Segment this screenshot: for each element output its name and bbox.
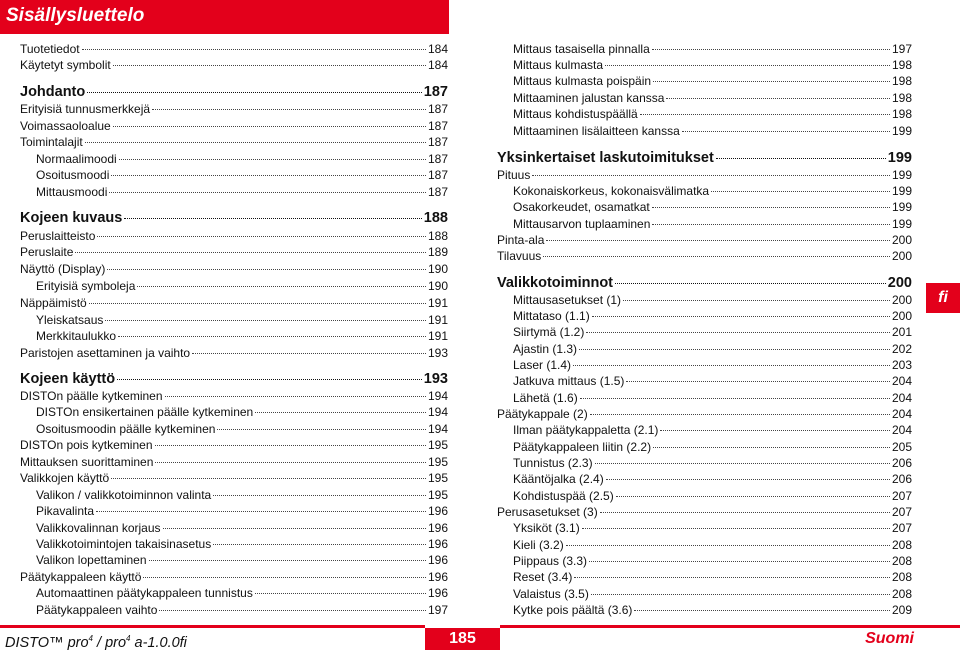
toc-entry-title: Osoitusmoodi [36,168,110,182]
toc-entry-title: Voimassaoloalue [20,119,111,133]
toc-entry-title: Päätykappale (2) [497,407,588,421]
toc-entry[interactable] [20,296,448,311]
toc-entry[interactable] [497,472,912,487]
toc-leader-dots [117,379,422,380]
toc-entry[interactable] [20,471,448,486]
toc-leader-dots [605,65,890,66]
toc-entry-title: DISTOn päälle kytkeminen [20,389,163,403]
toc-entry[interactable] [497,407,912,422]
toc-leader-dots [652,224,890,225]
toc-entry[interactable] [497,249,912,264]
toc-entry[interactable] [20,185,448,200]
toc-left-column [20,0,448,625]
toc-entry-title: Lähetä (1.6) [513,391,578,405]
toc-entry-title: Osakorkeudet, osamatkat [513,200,650,214]
toc-entry[interactable] [20,119,448,134]
toc-entry[interactable] [20,537,448,552]
toc-page-number: 195 [427,488,448,502]
toc-leader-dots [85,142,426,143]
toc-entry-title: Laser (1.4) [513,358,572,372]
toc-leader-dots [573,365,890,366]
toc-entry[interactable] [20,313,448,328]
toc-entry-title: Piippaus (3.3) [513,554,588,568]
toc-page-number: 200 [891,309,912,323]
toc-entry[interactable] [497,505,912,520]
toc-entry-title: Pikavalinta [36,504,95,518]
toc-leader-dots [615,283,886,284]
toc-leader-dots [213,544,426,545]
toc-entry[interactable] [497,570,912,585]
toc-entry-title: Normaalimoodi [36,152,117,166]
toc-page-number: 207 [891,521,912,535]
toc-entry-title: Merkkitaulukko [36,329,117,343]
toc-page-number: 187 [427,119,448,133]
toc-entry[interactable] [20,229,448,244]
toc-entry-title: Valikkojen käyttö [20,471,110,485]
toc-leader-dots [711,191,890,192]
toc-page-number: 195 [427,455,448,469]
toc-page-number: 202 [891,342,912,356]
toc-page-number: 198 [891,91,912,105]
toc-entry-title: DISTOn pois kytkeminen [20,438,153,452]
footer-language: Suomi [865,630,914,647]
toc-leader-dots [159,610,426,611]
toc-page-number: 204 [891,423,912,437]
toc-page-number: 187 [427,152,448,166]
toc-entry-title: Toimintalajit [20,135,83,149]
toc-entry-title: Pituus [497,168,531,182]
toc-page-number: 193 [423,371,448,387]
toc-entry[interactable] [20,152,448,167]
toc-entry-title: Mittausmoodi [36,185,108,199]
toc-leader-dots [96,511,426,512]
toc-leader-dots [111,175,426,176]
toc-leader-dots [595,463,890,464]
toc-heading[interactable] [497,275,912,292]
toc-leader-dots [155,462,426,463]
toc-entry[interactable] [20,389,448,404]
toc-leader-dots [566,545,890,546]
toc-entry-title: Erityisiä symboleja [36,279,136,293]
toc-entry[interactable] [20,570,448,585]
toc-entry-title: Näyttö (Display) [20,262,106,276]
toc-entry[interactable] [20,422,448,437]
toc-entry-title: Mittauksen suorittaminen [20,455,154,469]
toc-page-number: 196 [427,570,448,584]
toc-entry-title: Jatkuva mittaus (1.5) [513,374,625,388]
footer-doc-id: DISTO™ pro$^4$ / pro$^4$ a-1.0.0fi [5,634,187,651]
toc-leader-dots [591,594,890,595]
toc-page-number: 208 [891,538,912,552]
toc-page-number: 206 [891,456,912,470]
toc-page-number: 207 [891,489,912,503]
toc-leader-dots [137,286,426,287]
toc-leader-dots [192,353,426,354]
toc-page-number: 203 [891,358,912,372]
toc-heading[interactable] [20,84,448,101]
toc-leader-dots [626,381,890,382]
toc-page-number: 195 [427,438,448,452]
toc-page-number: 195 [427,471,448,485]
toc-entry-title: Tuotetiedot [20,42,80,56]
toc-entry-title: Peruslaite [20,245,74,259]
toc-entry[interactable] [497,440,912,455]
toc-leader-dots [155,445,426,446]
toc-entry[interactable] [20,168,448,183]
toc-page-number: 197 [891,42,912,56]
toc-entry[interactable] [497,74,912,89]
toc-entry-title: Tilavuus [497,249,542,263]
toc-page-number: 184 [427,58,448,72]
toc-page-number: 190 [427,279,448,293]
toc-leader-dots [105,320,426,321]
toc-leader-dots [653,81,890,82]
toc-leader-dots [616,496,890,497]
toc-page-number: 200 [887,275,912,291]
toc-leader-dots [143,577,426,578]
toc-leader-dots [75,252,426,253]
toc-entry[interactable] [497,217,912,232]
toc-entry[interactable] [497,587,912,602]
toc-entry[interactable] [497,58,912,73]
toc-entry-title: Kääntöjalka (2.4) [513,472,604,486]
toc-page-number: 187 [427,102,448,116]
toc-page-number: 201 [891,325,912,339]
toc-entry-title: Yleiskatsaus [36,313,104,327]
toc-entry[interactable] [497,603,912,618]
toc-entry[interactable] [497,554,912,569]
toc-page-number: 199 [891,168,912,182]
toc-page-number: 196 [427,521,448,535]
toc-entry[interactable] [497,184,912,199]
toc-leader-dots [165,396,426,397]
toc-page-number: 191 [427,296,448,310]
toc-page-number: 197 [427,603,448,617]
toc-page-number: 198 [891,74,912,88]
toc-entry-title: Mittausarvon tuplaaminen [513,217,651,231]
toc-page-number: 204 [891,391,912,405]
toc-entry[interactable] [497,489,912,504]
toc-entry-title: Peruslaitteisto [20,229,96,243]
toc-page-number: 196 [427,553,448,567]
toc-leader-dots [118,336,426,337]
toc-page-number: 209 [891,603,912,617]
toc-page-number: 194 [427,405,448,419]
toc-leader-dots [109,192,426,193]
toc-entry-title: Perusasetukset (3) [497,505,598,519]
toc-entry-title: Valikkotoiminnot [497,275,614,291]
toc-page-number: 204 [891,407,912,421]
toc-entry[interactable] [20,346,448,361]
toc-leader-dots [111,478,426,479]
toc-entry[interactable] [20,586,448,601]
toc-page-number: 191 [427,329,448,343]
toc-entry-title: Paristojen asettaminen ja vaihto [20,346,191,360]
toc-leader-dots [113,126,426,127]
toc-leader-dots [89,303,426,304]
toc-leader-dots [682,131,890,132]
toc-entry[interactable] [20,245,448,260]
toc-entry[interactable] [497,124,912,139]
toc-page-number: 194 [427,389,448,403]
toc-page-number: 193 [427,346,448,360]
toc-entry-title: Päätykappaleen liitin (2.2) [513,440,652,454]
toc-entry[interactable] [497,325,912,340]
toc-entry-title: Mittaus kulmasta [513,58,604,72]
toc-right-column [497,0,912,625]
toc-entry[interactable] [497,200,912,215]
toc-entry[interactable] [20,488,448,503]
toc-entry-title: Mittaaminen lisälaitteen kanssa [513,124,680,138]
toc-leader-dots [546,240,890,241]
toc-page-number: 199 [891,200,912,214]
toc-entry[interactable] [20,102,448,117]
toc-entry-title: Ilman päätykappaletta (2.1) [513,423,659,437]
toc-page-number: 199 [891,184,912,198]
toc-leader-dots [586,332,890,333]
toc-leader-dots [217,429,426,430]
toc-entry-title: Osoitusmoodin päälle kytkeminen [36,422,216,436]
toc-entry-title: Kokonaiskorkeus, kokonaisvälimatka [513,184,710,198]
page-title: Sisällysluettelo [0,0,449,31]
toc-leader-dots [666,98,890,99]
toc-leader-dots [119,159,426,160]
toc-leader-dots [255,412,426,413]
toc-entry[interactable] [497,521,912,536]
toc-entry[interactable] [497,309,912,324]
toc-entry[interactable] [497,107,912,122]
toc-entry[interactable] [20,521,448,536]
toc-entry[interactable] [20,135,448,150]
toc-entry[interactable] [20,279,448,294]
toc-entry-title: Kytke pois päältä (3.6) [513,603,633,617]
toc-leader-dots [580,398,890,399]
toc-entry[interactable] [497,342,912,357]
toc-page-number: 199 [891,217,912,231]
toc-page-number: 198 [891,107,912,121]
toc-page-number: 198 [891,58,912,72]
toc-entry[interactable] [497,391,912,406]
toc-leader-dots [149,560,426,561]
toc-page-number: 204 [891,374,912,388]
toc-entry[interactable] [497,358,912,373]
toc-page-number: 208 [891,570,912,584]
toc-entry-title: Mittaus kulmasta poispäin [513,74,652,88]
language-tab: fi [926,283,960,313]
toc-heading[interactable] [20,210,448,227]
toc-leader-dots [652,49,890,50]
toc-entry-title: DISTOn ensikertainen päälle kytkeminen [36,405,254,419]
toc-entry[interactable] [20,42,448,57]
toc-leader-dots [532,175,890,176]
toc-entry-title: Siirtymä (1.2) [513,325,585,339]
toc-leader-dots [623,300,890,301]
toc-entry-title: Valikkovalinnan korjaus [36,521,161,535]
toc-entry[interactable] [20,405,448,420]
toc-leader-dots [634,610,890,611]
toc-leader-dots [255,593,426,594]
toc-page-number: 208 [891,554,912,568]
toc-page-number: 187 [423,84,448,100]
toc-entry-title: Pinta-ala [497,233,545,247]
toc-page-number: 188 [427,229,448,243]
toc-page-number: 196 [427,537,448,551]
toc-entry-title: Mittaus kohdistuspäällä [513,107,638,121]
toc-page-number: 188 [423,210,448,226]
toc-page-number: 191 [427,313,448,327]
toc-entry-title: Valikon / valikkotoiminnon valinta [36,488,212,502]
toc-leader-dots [600,512,890,513]
toc-entry[interactable] [20,329,448,344]
toc-entry-title: Mittausasetukset (1) [513,293,622,307]
toc-entry[interactable] [20,58,448,73]
toc-leader-dots [97,236,426,237]
toc-entry[interactable] [20,438,448,453]
toc-page-number: 200 [891,233,912,247]
toc-page-number: 187 [427,168,448,182]
toc-entry[interactable] [497,423,912,438]
toc-entry-title: Käytetyt symbolit [20,58,111,72]
toc-entry-title: Päätykappaleen käyttö [20,570,142,584]
toc-entry[interactable] [20,262,448,277]
toc-entry-title: Kojeen kuvaus [20,210,123,226]
toc-leader-dots [653,447,890,448]
toc-entry-title: Johdanto [20,84,86,100]
toc-leader-dots [152,109,426,110]
toc-entry-title: Valikkotoimintojen takaisinasetus [36,537,212,551]
toc-page-number: 206 [891,472,912,486]
toc-entry-title: Mittataso (1.1) [513,309,590,323]
toc-leader-dots [107,269,426,270]
toc-page-number: 205 [891,440,912,454]
toc-entry[interactable] [497,293,912,308]
toc-entry-title: Ajastin (1.3) [513,342,578,356]
toc-heading[interactable] [497,150,912,167]
toc-leader-dots [606,479,890,480]
toc-entry[interactable] [497,168,912,183]
toc-page-number: 200 [891,293,912,307]
toc-page-number: 200 [891,249,912,263]
toc-leader-dots [592,316,890,317]
toc-leader-dots [113,65,426,66]
toc-entry[interactable] [20,455,448,470]
toc-entry-title: Tunnistus (2.3) [513,456,593,470]
toc-page-number: 187 [427,135,448,149]
toc-entry[interactable] [497,91,912,106]
toc-page-number: 199 [891,124,912,138]
toc-entry-title: Reset (3.4) [513,570,573,584]
toc-entry-title: Yksiköt (3.1) [513,521,580,535]
toc-entry-title: Valaistus (3.5) [513,587,589,601]
page-number: 185 [425,628,500,650]
toc-leader-dots [716,158,886,159]
toc-leader-dots [82,49,426,50]
toc-leader-dots [660,430,890,431]
toc-page-number: 196 [427,504,448,518]
toc-entry-title: Kieli (3.2) [513,538,564,552]
toc-leader-dots [640,114,890,115]
toc-leader-dots [124,218,421,219]
toc-leader-dots [87,92,422,93]
toc-leader-dots [582,528,890,529]
toc-leader-dots [574,577,890,578]
toc-entry-title: Automaattinen päätykappaleen tunnistus [36,586,253,600]
toc-page-number: 208 [891,587,912,601]
toc-heading[interactable] [20,371,448,388]
toc-leader-dots [652,207,890,208]
toc-entry-title: Valikon lopettaminen [36,553,147,567]
toc-leader-dots [590,414,890,415]
toc-page-number: 190 [427,262,448,276]
toc-entry-title: Päätykappaleen vaihto [36,603,158,617]
toc-page-number: 194 [427,422,448,436]
toc-entry[interactable] [497,374,912,389]
toc-leader-dots [543,256,890,257]
toc-entry[interactable] [497,538,912,553]
toc-entry[interactable] [497,233,912,248]
toc-entry-title: Mittaus tasaisella pinnalla [513,42,650,56]
toc-page-number: 207 [891,505,912,519]
toc-entry[interactable] [20,504,448,519]
toc-page-number: 184 [427,42,448,56]
toc-entry[interactable] [20,553,448,568]
toc-leader-dots [163,528,426,529]
toc-entry-title: Näppäimistö [20,296,87,310]
toc-entry[interactable] [497,42,912,57]
toc-entry-title: Kohdistuspää (2.5) [513,489,614,503]
toc-entry-title: Mittaaminen jalustan kanssa [513,91,665,105]
toc-entry-title: Kojeen käyttö [20,371,116,387]
toc-entry-title: Erityisiä tunnusmerkkejä [20,102,151,116]
toc-leader-dots [213,495,426,496]
toc-page-number: 199 [887,150,912,166]
toc-page-number: 196 [427,586,448,600]
toc-page-number: 187 [427,185,448,199]
toc-page-number: 189 [427,245,448,259]
toc-leader-dots [579,349,890,350]
toc-entry[interactable] [497,456,912,471]
toc-entry[interactable] [20,603,448,618]
toc-leader-dots [589,561,890,562]
toc-entry-title: Yksinkertaiset laskutoimitukset [497,150,714,166]
